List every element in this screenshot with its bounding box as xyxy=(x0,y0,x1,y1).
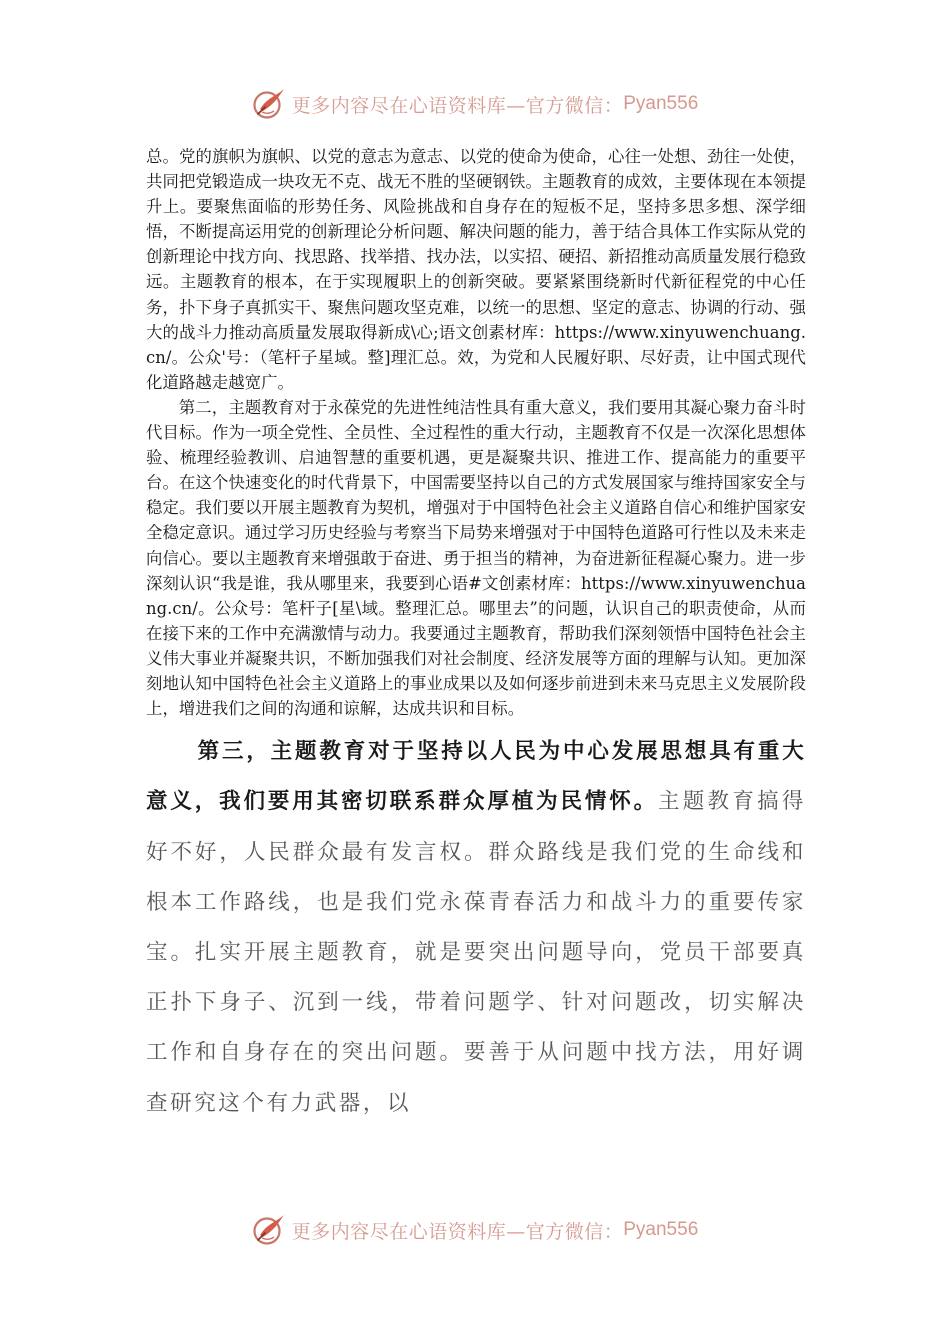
watermark-wechat-id: Pyan556 xyxy=(623,93,699,114)
large-text-section xyxy=(146,727,806,1129)
document-body xyxy=(146,144,806,1129)
watermark-banner-top xyxy=(0,84,950,124)
third-point-text: 主题教育搞得好不好，人民群众最有发言权。群众路线是我们党的生命线和根本工作路线，也是我们党永葆青春活力和战斗力的重要传家宝。扎实开展主题教育，就是要突出问题导向，党员干部要真正扑下身子、沉到一线，带着问题学、针对问题改，切实解决工作和自身存在的突出问题。要善于从问题中找方法，用好调查研究这个有力武器，以 xyxy=(146,789,807,1116)
quill-logo-icon xyxy=(252,1213,286,1247)
watermark-text: 更多内容尽在心语资料库—官方微信： xyxy=(291,94,624,117)
paragraph-continuation: 总。党的旗帜为旗帜、以党的意志为意志、以党的使命为使命，心往一处想、劲往一处使，共同把党锻造成一块攻无不克、战无不胜的坚硬钢铁。主题教育的成效，主要体现在本领提升上。要聚焦面临的形势任务、风险挑战和自身存在的短板不足，坚持多思多想、深学细悟，不断提高运用党的创新理论分析问题、解决问题的能力，善于结合具体工作实际从党的创新理论中找方向、找思路、找举措、找办法，以实招、硬招、新招推动高质量发展行稳致远。主题教育的根本，在于实现履职上的创新突破。要紧紧围绕新时代新征程党的中心任务，扑下身子真抓实干、聚焦问题攻坚克难，以统一的思想、坚定的意志、协调的行动、强大的战斗力推动高质量发展取得新成\心;语文创素材库：https://www.xinyuwenchuang.cn/。公众'号：（笔杆子星域。整]理汇总。效，为党和人民履好职、尽好责，让中国式现代化道路越走越宽广。 xyxy=(146,147,806,392)
paragraph-second-point: 第二，主题教育对于永葆党的先进性纯洁性具有重大意义，我们要用其凝心聚力奋斗时代目标。作为一项全党性、全员性、全过程性的重大行动，主题教育不仅是一次深化思想体验、梳理经验教训、启迪智慧的重要机遇，更是凝聚共识、推进工作、提高能力的重要平台。在这个快速变化的时代背景下，中国需要坚持以自己的方式发展国家与维持国家安全与稳定。我们要以开展主题教育为契机，增强对于中国特色社会主义道路自信心和维护国家安全稳定意识。通过学习历史经验与考察当下局势来增强对于中国特色道路可行性以及未来走向信心。要以主题教育来增强敢于奋进、勇于担当的精神，为奋进新征程凝心聚力。进一步深刻认识“我是谁，我从哪里来，我要到心语#文创素材库：https://www.xinyuwenchuang.cn/。公众号：笔杆子[星\域。整理汇总。哪里去”的问题，认识自己的职责使命，从而在接下来的工作中充满激情与动力。我要通过主题教育，帮助我们深刻领悟中国特色社会主义伟大事业并凝聚共识，不断加强我们对社会制度、经济发展等方面的理解与认知。更加深刻地认知中国特色社会主义道路上的事业成果以及如何逐步前进到未来马克思主义发展阶段上，增进我们之间的沟通和谅解，达成共识和目标。 xyxy=(146,397,806,719)
watermark-banner-bottom xyxy=(0,1210,950,1250)
third-point-heading: 第三，主题教育对于坚持以人民为中心发展思想具有重大意义，我们要用其密切联系群众厚植为民情怀。 xyxy=(146,739,806,815)
watermark-text: 更多内容尽在心语资料库—官方微信： xyxy=(291,1220,624,1243)
quill-logo-icon xyxy=(252,87,286,121)
paragraph-third-point xyxy=(146,727,806,1129)
watermark-wechat-id: Pyan556 xyxy=(623,1219,699,1240)
small-text-section xyxy=(146,144,806,721)
